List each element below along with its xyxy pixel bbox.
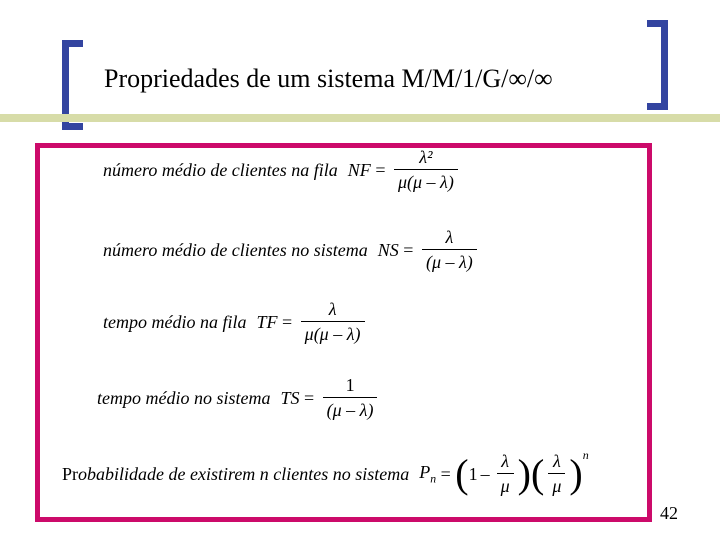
formula-pn-frac1-den: μ bbox=[497, 473, 514, 497]
formula-pn-label: obabilidade de existirem n clientes no sistema bbox=[78, 463, 410, 484]
formula-nf-label: número médio de clientes na fila bbox=[103, 159, 338, 180]
formula-tf-label: tempo médio na fila bbox=[103, 311, 247, 332]
formula-pn-frac2-den: μ bbox=[548, 473, 565, 497]
formula-tf-numerator: λ bbox=[328, 299, 337, 319]
formula-nf-denominator: μ(μ – λ) bbox=[394, 169, 458, 193]
slide-title: Propriedades de um sistema M/M/1/G/∞/∞ bbox=[104, 64, 553, 93]
formula-ts-lhs: TS bbox=[280, 387, 300, 408]
formula-ns: número médio de clientes no sistema NS = $\frac{\lambda}{(\mu - \lambda)}$ bbox=[103, 228, 481, 273]
formula-pn-lhs-subscript: n bbox=[430, 473, 437, 487]
formula-ns-label: número médio de clientes no sistema bbox=[103, 239, 368, 260]
right-bracket-decoration bbox=[647, 20, 668, 110]
formula-pn-one: 1 bbox=[468, 463, 478, 484]
formula-ns-denominator: (μ – λ) bbox=[422, 249, 477, 273]
formula-tf-denominator: μ(μ – λ) bbox=[301, 321, 365, 345]
formula-nf-lhs: NF bbox=[347, 159, 371, 180]
formula-pn: Pr obabilidade de existirem n clientes no sistema $P_n$ = ( 1 – $\frac{\lambda}{\mu}$ ) ( $\frac{\lambda}{\mu}$ ) n bbox=[62, 448, 589, 497]
formula-ns-lhs: NS bbox=[377, 239, 399, 260]
page-number: 42 bbox=[660, 503, 678, 523]
formula-pn-label-prefix: Pr bbox=[62, 463, 79, 484]
formula-pn-frac2-num: λ bbox=[552, 451, 561, 471]
formula-tf: tempo médio na fila TF = $\frac{\lambda}{\mu(\mu - \lambda)}$ bbox=[103, 300, 369, 345]
formula-pn-lhs: P bbox=[419, 462, 431, 483]
formula-nf-numerator: λ² bbox=[419, 147, 433, 167]
formula-ts: tempo médio no sistema TS = $\frac{1}{(\mu - \lambda)}$ bbox=[97, 376, 381, 421]
title-underline-bar bbox=[0, 114, 720, 122]
formula-pn-exponent: n bbox=[582, 448, 589, 462]
formula-tf-lhs: TF bbox=[256, 311, 278, 332]
formula-nf: número médio de clientes na fila NF = $\frac{\text{λ²}}{\mu(\mu - \lambda)}$ bbox=[103, 148, 462, 193]
formula-ns-numerator: λ bbox=[445, 227, 454, 247]
formula-ts-numerator: 1 bbox=[345, 375, 355, 395]
formula-ts-denominator: (μ – λ) bbox=[323, 397, 378, 421]
formula-pn-frac1-num: λ bbox=[501, 451, 510, 471]
formula-pn-minus: – bbox=[480, 463, 490, 484]
formula-ts-label: tempo médio no sistema bbox=[97, 387, 271, 408]
